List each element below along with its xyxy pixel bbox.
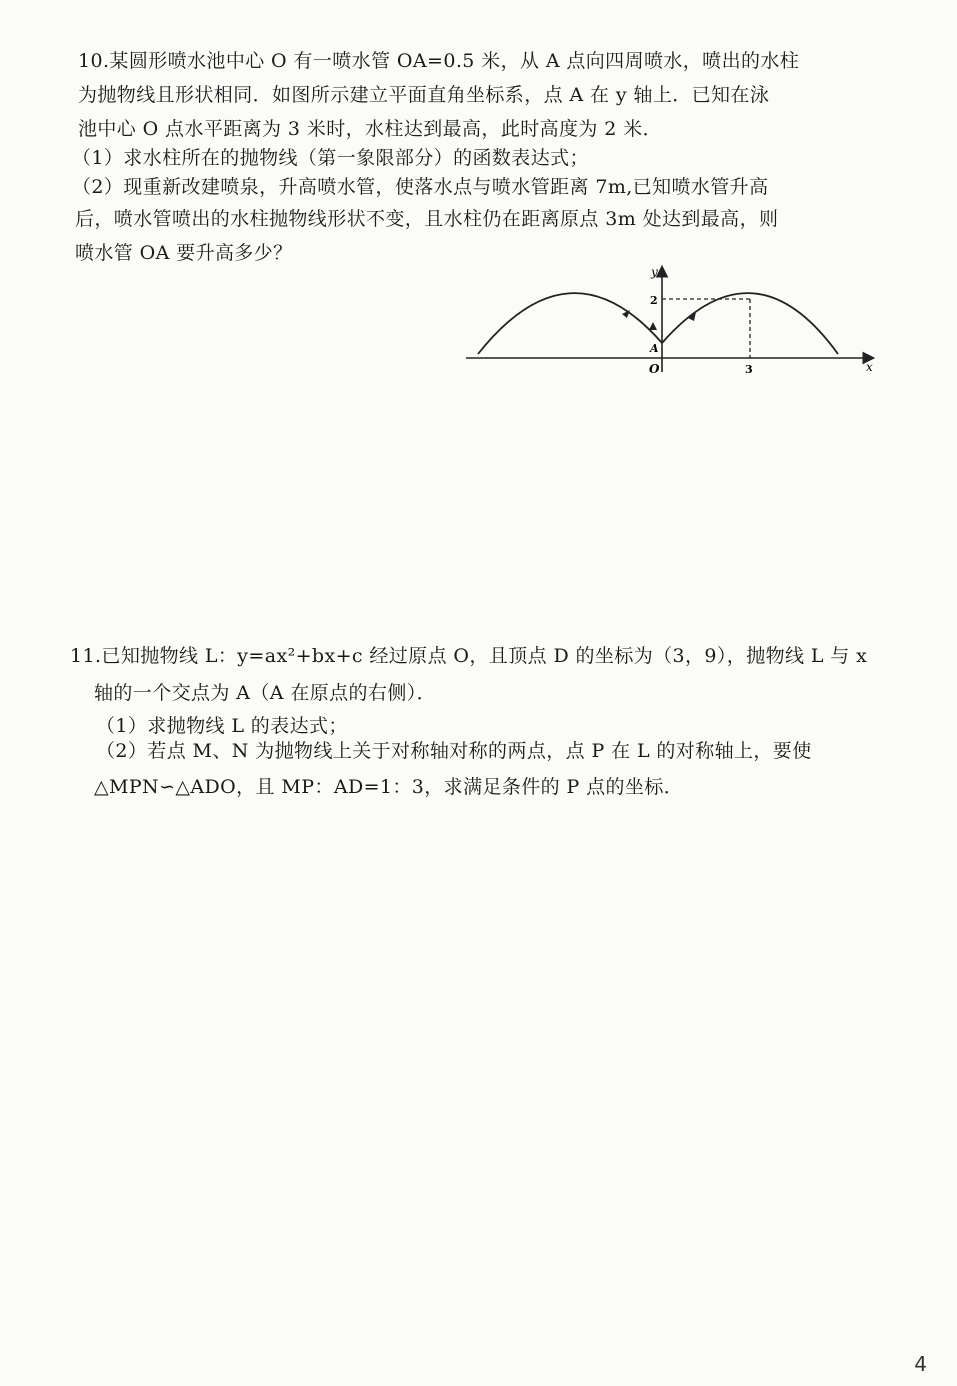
problem-11-line-2: 轴的一个交点为 A（A 在原点的右侧）． [94,682,437,704]
page-number: 4 [914,1352,927,1376]
y-tick-label: 2 [650,294,658,307]
right-parabola [662,293,838,354]
point-a-label: A [650,342,659,355]
problem-10-part-2-line-1: （2）现重新改建喷泉，升高喷水管，使落水点与喷水管距离 7m,已知喷水管升高 [72,176,769,198]
problem-10-part-2-line-3: 喷水管 OA 要升高多少？ [75,242,293,264]
problem-11-part-2-line-2: △MPN∽△ADO，且 MP：AD=1：3，求满足条件的 P 点的坐标． [94,776,684,798]
x-axis-label: x [866,360,873,374]
center-arrow-icon [649,322,657,330]
x-tick-label: 3 [745,363,753,376]
problem-10-line-2: 为抛物线且形状相同．如图所示建立平面直角坐标系，点 A 在 y 轴上．已知在泳 [78,84,770,106]
origin-label: O [649,362,660,376]
problem-10-line-3: 池中心 O 点水平距离为 3 米时，水柱达到最高，此时高度为 2 米． [78,118,662,140]
problem-10-part-2-line-2: 后，喷水管喷出的水柱抛物线形状不变，且水柱仍在距离原点 3m 处达到最高，则 [75,208,779,230]
right-curve-arrow-icon [688,312,696,321]
problem-11-part-2-line-1: （2）若点 M、N 为抛物线上关于对称轴对称的两点，点 P 在 L 的对称轴上，要使 [96,740,812,762]
problem-10-part-1: （1）求水柱所在的抛物线（第一象限部分）的函数表达式； [72,147,589,169]
left-curve-arrow-icon [622,310,630,318]
problem-11-part-1: （1）求抛物线 L 的表达式； [96,715,348,737]
problem-10-line-1: 10.某圆形喷水池中心 O 有一喷水管 OA=0.5 米，从 A 点向四周喷水，喷出的水柱 [78,50,800,72]
left-parabola [478,293,662,354]
problem-11-line-1: 11.已知抛物线 L：y=ax²+bx+c 经过原点 O，且顶点 D 的坐标为（3，9），抛物线 L 与 x [70,645,868,667]
y-axis-label: y [651,265,658,279]
